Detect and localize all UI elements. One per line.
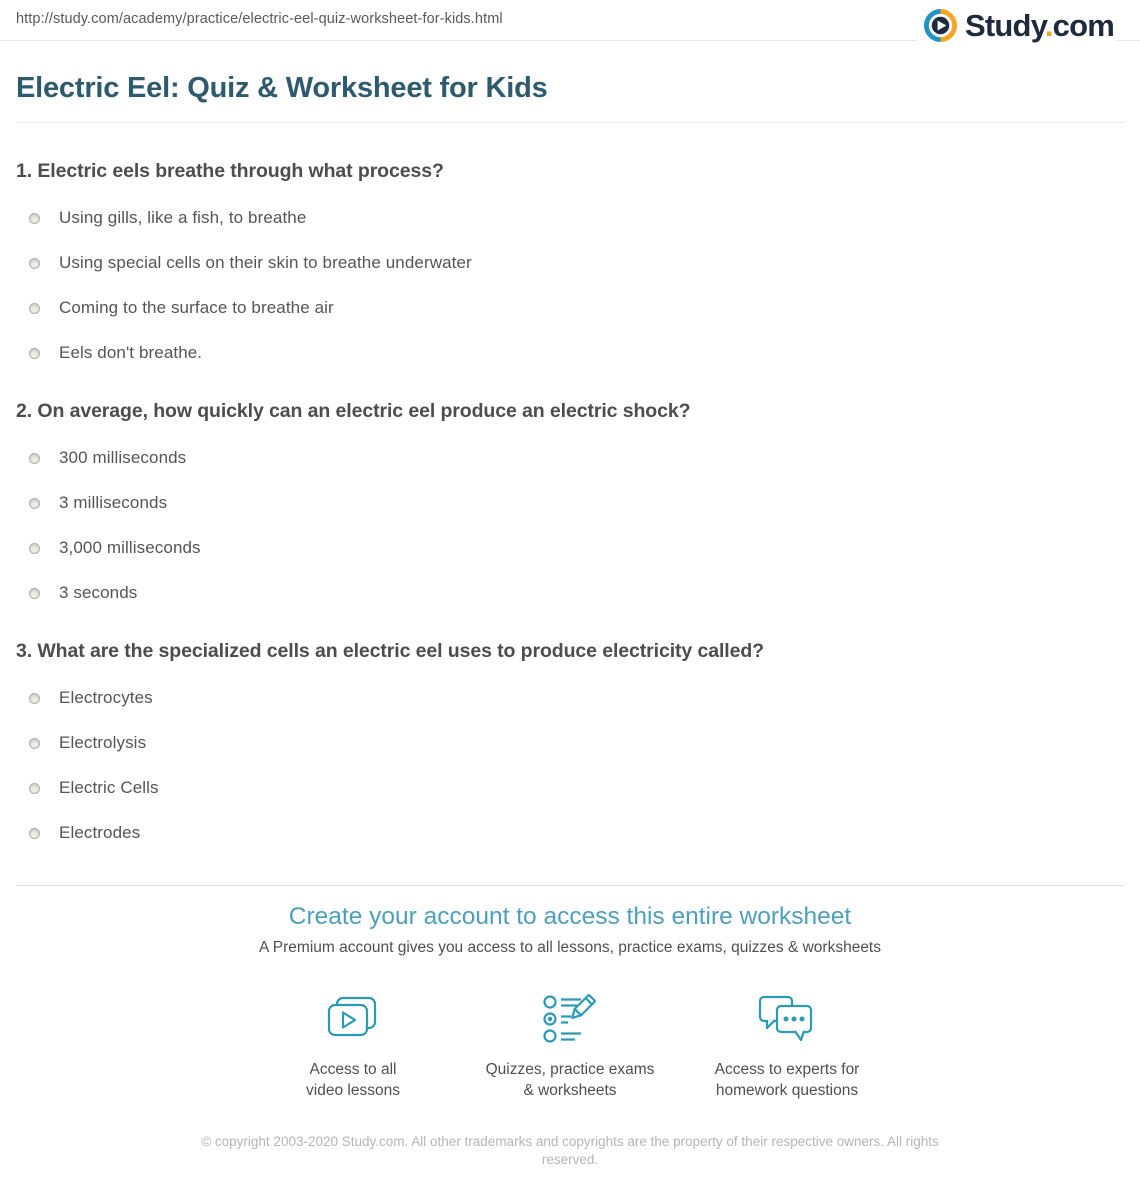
benefit-video-lessons (245, 991, 462, 1101)
radio-button[interactable] (29, 453, 40, 464)
option-label[interactable]: Using special cells on their skin to breathe underwater (59, 253, 472, 272)
logo-tld: com (1052, 8, 1114, 43)
option-label[interactable]: Eels don't breathe. (59, 343, 203, 362)
benefit-quizzes-worksheets (462, 991, 679, 1101)
question-1-option-1[interactable] (16, 208, 1124, 228)
question-3-option-2[interactable] (16, 733, 1124, 753)
benefit-line1: Quizzes, practice exams (485, 1061, 655, 1078)
create-account-section (16, 885, 1124, 1101)
option-label[interactable]: Using gills, like a fish, to breathe (59, 208, 307, 227)
option-label[interactable]: Electrodes (59, 823, 141, 842)
question-2-text: 2. On average, how quickly can an electric eel produce an electric shock? (16, 400, 691, 422)
option-label[interactable]: Electrocytes (59, 688, 153, 707)
radio-button[interactable] (29, 738, 40, 749)
benefit-label (679, 1059, 896, 1101)
question-3-text: 3. What are the specialized cells an electric eel uses to produce electricity called? (16, 640, 764, 662)
logo-brand: Study (965, 8, 1045, 43)
option-label[interactable]: Electrolysis (59, 733, 147, 752)
radio-button[interactable] (29, 258, 40, 269)
question-2 (16, 400, 1124, 603)
option-label[interactable]: 3,000 milliseconds (59, 538, 201, 557)
quizzes-worksheets-icon (462, 991, 679, 1049)
page-title: Electric Eel: Quiz & Worksheet for Kids (16, 41, 1124, 123)
question-1 (16, 160, 1124, 363)
radio-button[interactable] (29, 348, 40, 359)
page-url-text: http://study.com/academy/practice/electric-eel-quiz-worksheet-for-kids.html (16, 11, 503, 27)
radio-button[interactable] (29, 543, 40, 554)
question-2-option-4[interactable] (16, 583, 1124, 603)
question-3-option-4[interactable] (16, 823, 1124, 843)
premium-subtitle: A Premium account gives you access to all lessons, practice exams, quizzes & worksheets (259, 939, 881, 956)
question-1-option-2[interactable] (16, 253, 1124, 273)
logo-dot: . (1044, 8, 1053, 43)
study-logo-text (965, 8, 1114, 43)
question-3 (16, 640, 1124, 843)
chat-experts-icon (679, 991, 896, 1049)
benefit-label (245, 1059, 462, 1101)
create-account-link[interactable]: Create your account to access this entire worksheet (288, 903, 852, 930)
benefit-label (462, 1059, 679, 1101)
radio-button[interactable] (29, 588, 40, 599)
question-2-option-3[interactable] (16, 538, 1124, 558)
study-play-icon (923, 8, 958, 43)
radio-button[interactable] (29, 693, 40, 704)
option-label[interactable]: Electric Cells (59, 778, 159, 797)
benefit-homework-experts (679, 991, 896, 1101)
option-label[interactable]: Coming to the surface to breathe air (59, 298, 334, 317)
question-2-option-1[interactable] (16, 448, 1124, 468)
page-header (0, 0, 1140, 41)
video-lessons-icon (245, 991, 462, 1049)
study-logo[interactable] (917, 8, 1116, 45)
worksheet-content (0, 41, 1140, 1196)
benefit-line2: video lessons (306, 1082, 400, 1099)
question-1-option-4[interactable] (16, 343, 1124, 363)
option-label[interactable]: 3 milliseconds (59, 493, 168, 512)
radio-button[interactable] (29, 213, 40, 224)
question-1-text: 1. Electric eels breathe through what process? (16, 160, 444, 182)
question-3-option-1[interactable] (16, 688, 1124, 708)
radio-button[interactable] (29, 783, 40, 794)
benefit-line2: homework questions (715, 1082, 859, 1099)
copyright-notice: © copyright 2003-2020 Study.com. All other trademarks and copyrights are the property of their respective owners. All rights reserved. (201, 1134, 939, 1167)
question-1-option-3[interactable] (16, 298, 1124, 318)
benefit-line2: & worksheets (523, 1082, 617, 1099)
radio-button[interactable] (29, 828, 40, 839)
benefit-line1: Access to all (309, 1061, 397, 1078)
option-label[interactable]: 300 milliseconds (59, 448, 187, 467)
benefits-row (16, 991, 1124, 1101)
question-2-option-2[interactable] (16, 493, 1124, 513)
option-label[interactable]: 3 seconds (59, 583, 138, 602)
radio-button[interactable] (29, 303, 40, 314)
question-3-option-3[interactable] (16, 778, 1124, 798)
radio-button[interactable] (29, 498, 40, 509)
benefit-line1: Access to experts for (714, 1061, 860, 1078)
